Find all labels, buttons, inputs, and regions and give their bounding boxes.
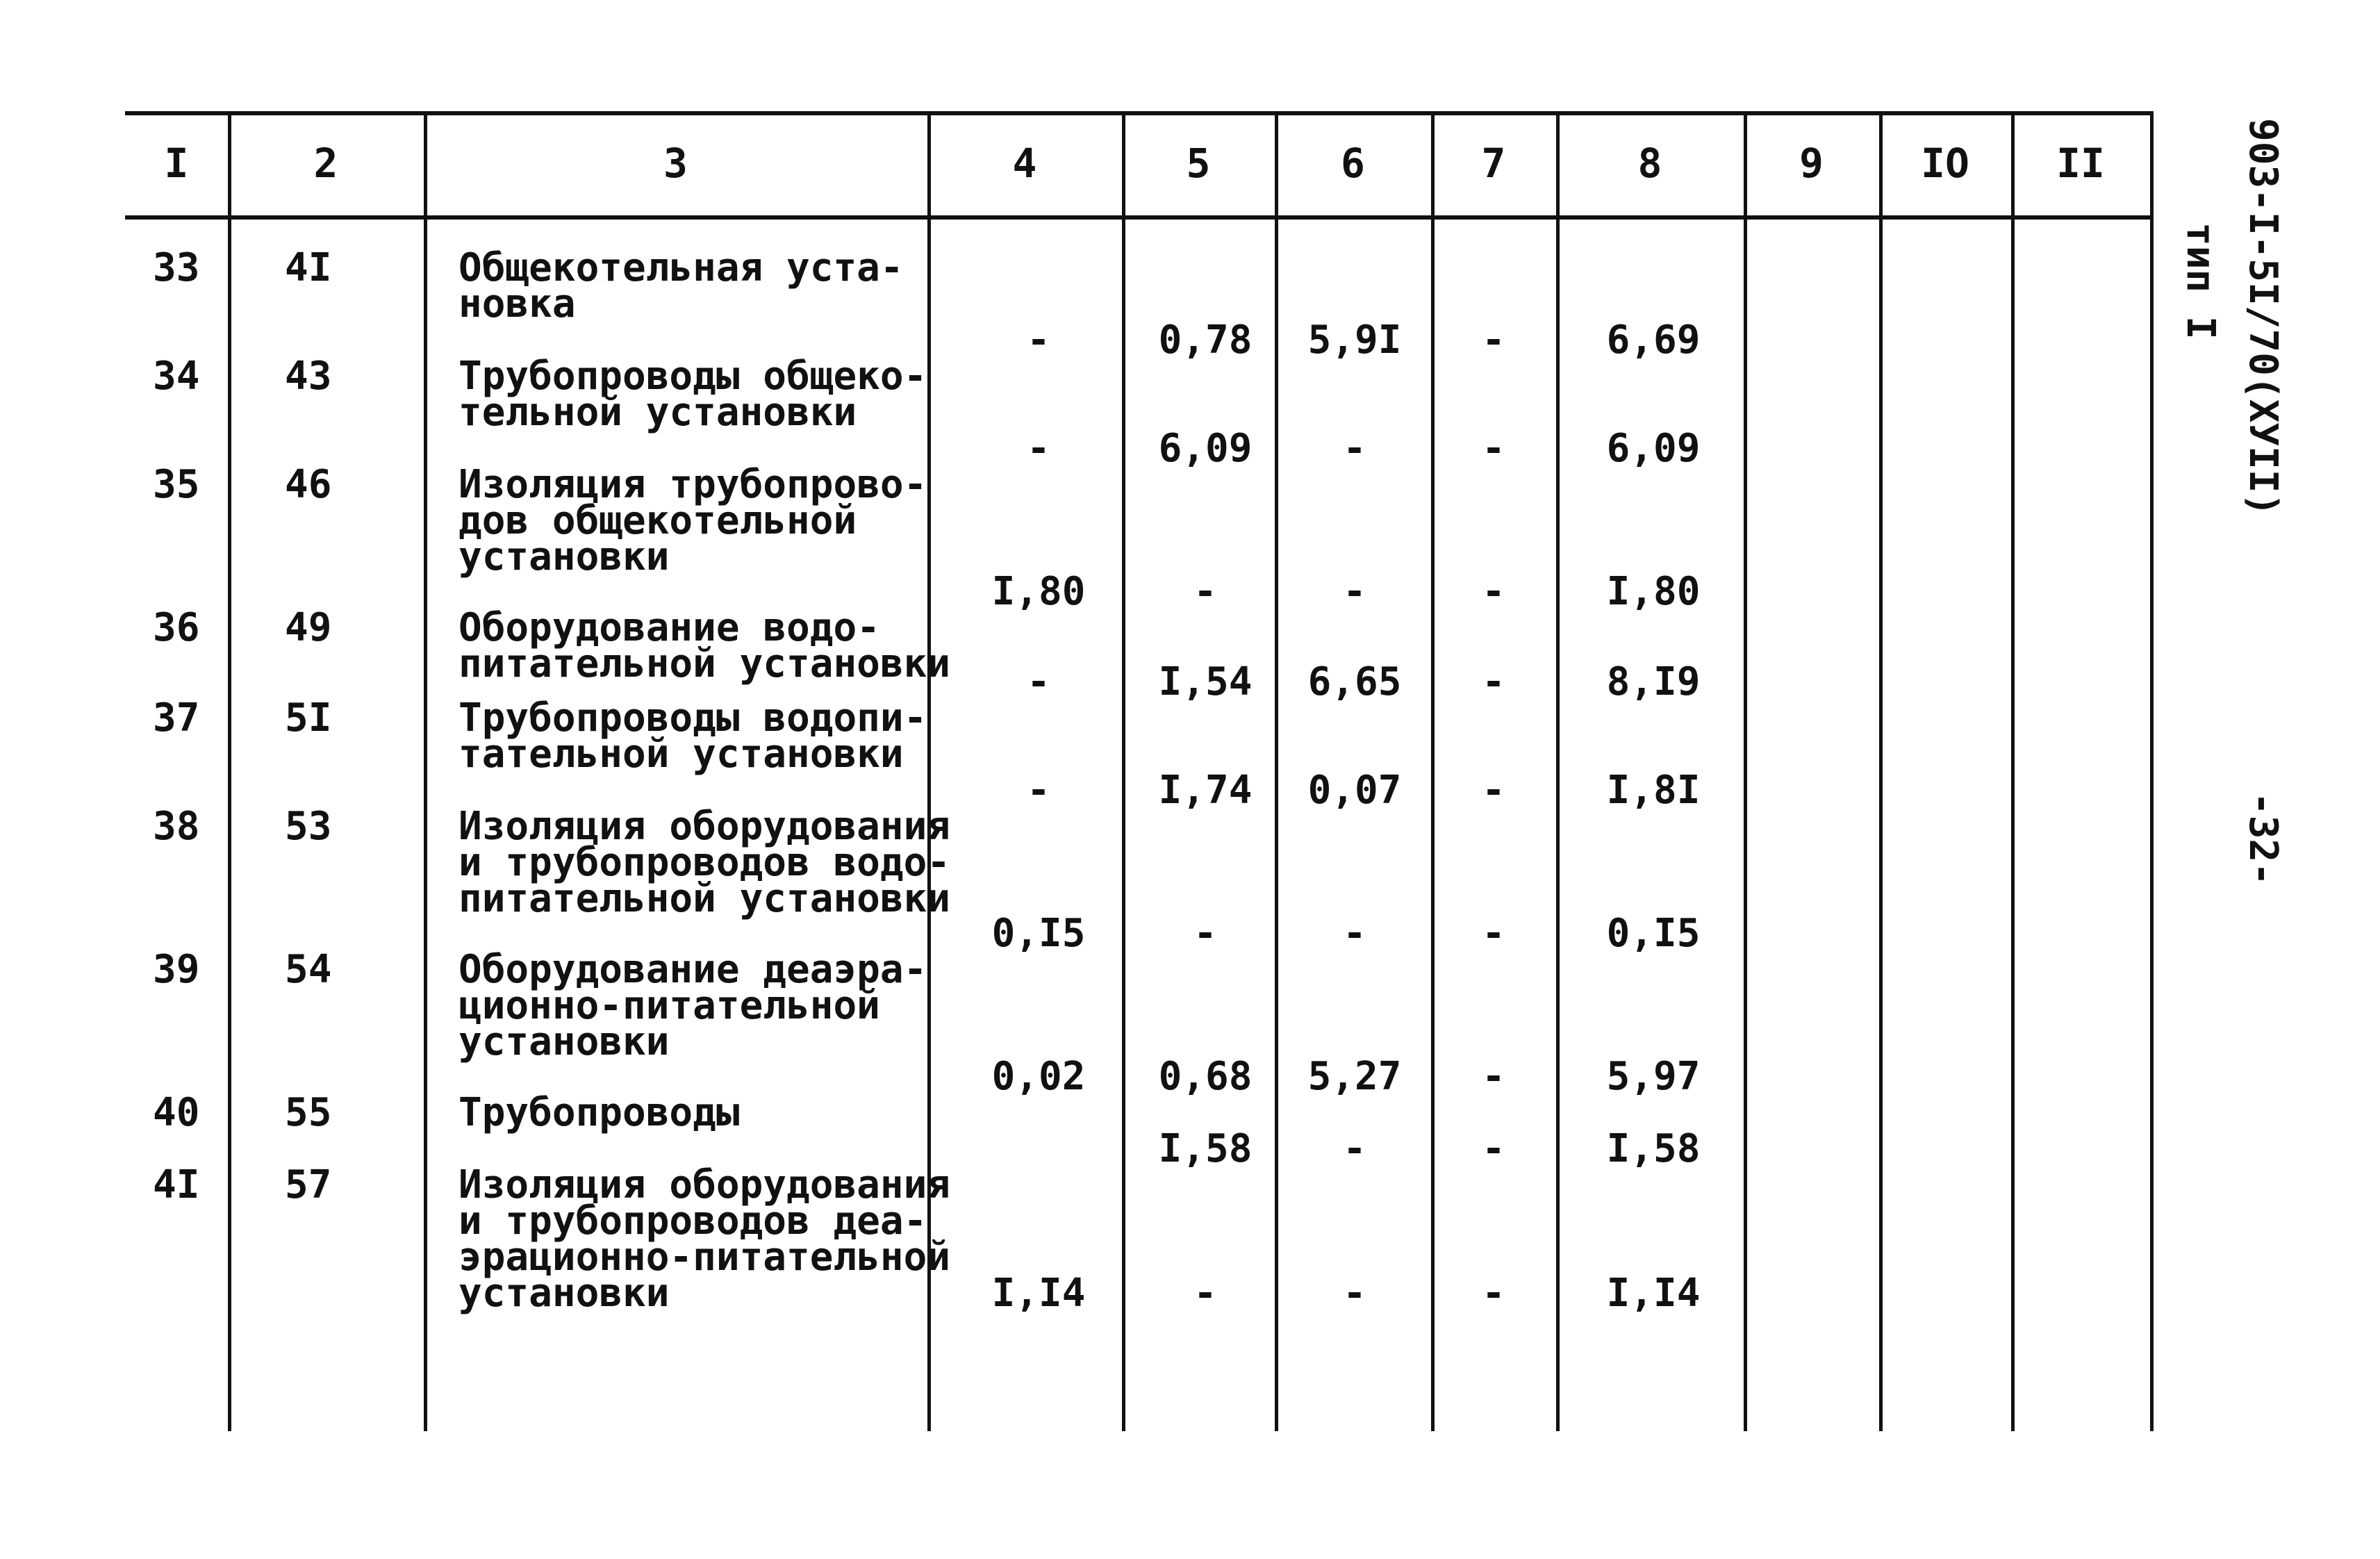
cell-col4: I,80: [991, 569, 1086, 614]
row-number: 33: [153, 245, 200, 290]
item-description: Оборудование деаэра- ционно-питательной установки: [458, 947, 927, 1064]
row-number: 39: [153, 947, 200, 992]
cell-col8: 6,69: [1606, 317, 1701, 363]
cell-col8: I,I4: [1606, 1271, 1701, 1316]
table-row: [125, 462, 2154, 614]
item-description: Трубопроводы: [458, 1090, 740, 1135]
position-number: 54: [285, 947, 332, 992]
position-number: 55: [285, 1090, 332, 1135]
position-number: 46: [285, 462, 332, 507]
item-description: Трубопроводы водопи- тательной установки: [458, 695, 927, 777]
cell-col8: 5,97: [1606, 1054, 1701, 1099]
column-header: 9: [1799, 140, 1824, 187]
item-description: Оборудование водо- питательной установки: [458, 605, 951, 686]
column-header: 6: [1341, 140, 1365, 187]
row-number: 35: [153, 462, 200, 507]
table-body: [125, 245, 2154, 1316]
cell-col5: 0,78: [1158, 317, 1253, 363]
cell-col6: 5,27: [1307, 1054, 1402, 1099]
table-row: [125, 695, 2154, 813]
cell-col6: 6,65: [1307, 659, 1402, 704]
position-number: 53: [285, 804, 332, 849]
cell-col6: 0,07: [1307, 768, 1402, 813]
cell-col7: -: [1482, 1271, 1505, 1316]
cell-col8: I,80: [1606, 569, 1701, 614]
cell-col5: I,58: [1158, 1126, 1253, 1171]
row-number: 36: [153, 605, 200, 650]
header-bottom-rule: [125, 215, 2154, 220]
page-number: -32-: [2240, 792, 2286, 886]
table-row: [125, 245, 2154, 363]
item-description: Общекотельная уста- новка: [458, 245, 904, 327]
column-header: I: [164, 140, 189, 187]
position-number: 4I: [285, 245, 332, 290]
cell-col7: -: [1482, 317, 1505, 363]
position-number: 43: [285, 354, 332, 399]
cost-table: [125, 111, 2154, 1431]
position-number: 49: [285, 605, 332, 650]
item-description: Трубопроводы общеко- тельной установки: [458, 354, 927, 435]
cell-col6: 5,9I: [1307, 317, 1402, 363]
cell-col5: I,54: [1158, 659, 1253, 704]
table-row: [125, 1162, 2154, 1316]
cell-col8: I,58: [1606, 1126, 1701, 1171]
cell-col8: 6,09: [1606, 426, 1701, 471]
document-code: 903-I-5I/70(XУII): [2240, 118, 2286, 517]
column-header: 4: [1012, 140, 1037, 187]
cell-col4: I,I4: [991, 1271, 1086, 1316]
cell-col4: -: [1027, 426, 1050, 471]
row-number: 37: [153, 695, 200, 741]
column-header: 8: [1637, 140, 1662, 187]
cell-col7: -: [1482, 426, 1505, 471]
table-row: [125, 1090, 2154, 1171]
cell-col5: 6,09: [1158, 426, 1253, 471]
column-header: IO: [1921, 140, 1969, 187]
cell-col7: -: [1482, 1054, 1505, 1099]
cell-col7: -: [1482, 659, 1505, 704]
sheet-type: тип I: [2178, 222, 2223, 340]
column-header: 7: [1481, 140, 1506, 187]
row-number: 40: [153, 1090, 200, 1135]
cell-col7: -: [1482, 768, 1505, 813]
table-row: [125, 804, 2154, 956]
row-number: 34: [153, 354, 200, 399]
cell-col5: -: [1193, 911, 1217, 956]
column-header: 3: [663, 140, 688, 187]
cell-col4: -: [1027, 659, 1050, 704]
cell-col5: 0,68: [1158, 1054, 1253, 1099]
cell-col6: -: [1343, 1126, 1366, 1171]
item-description: Изоляция трубопрово- дов общекотельной установки: [458, 462, 927, 579]
cell-col8: 0,I5: [1606, 911, 1701, 956]
cell-col8: 8,I9: [1606, 659, 1701, 704]
column-header: 2: [313, 140, 338, 187]
cell-col5: -: [1193, 1271, 1217, 1316]
item-description: Изоляция оборудования и трубопроводов деа- эрационно-питательной установки: [458, 1162, 951, 1316]
cell-col6: -: [1343, 569, 1366, 614]
cell-col7: -: [1482, 1126, 1505, 1171]
cell-col7: -: [1482, 569, 1505, 614]
row-number: 38: [153, 804, 200, 849]
cell-col5: I,74: [1158, 768, 1253, 813]
cell-col4: 0,I5: [991, 911, 1086, 956]
cell-col6: -: [1343, 426, 1366, 471]
cell-col7: -: [1482, 911, 1505, 956]
position-number: 5I: [285, 695, 332, 741]
column-header: II: [2056, 140, 2105, 187]
position-number: 57: [285, 1162, 332, 1207]
item-description: Изоляция оборудования и трубопроводов водо- питательной установки: [458, 804, 951, 921]
table-row: [125, 605, 2154, 704]
cell-col5: -: [1193, 569, 1217, 614]
cell-col4: -: [1027, 317, 1050, 363]
cell-col4: 0,02: [991, 1054, 1086, 1099]
column-header: 5: [1186, 140, 1211, 187]
cell-col4: -: [1027, 768, 1050, 813]
cell-col6: -: [1343, 1271, 1366, 1316]
table-row: [125, 354, 2154, 471]
table-row: [125, 947, 2154, 1099]
cell-col6: -: [1343, 911, 1366, 956]
row-number: 4I: [153, 1162, 200, 1207]
cell-col8: I,8I: [1606, 768, 1701, 813]
